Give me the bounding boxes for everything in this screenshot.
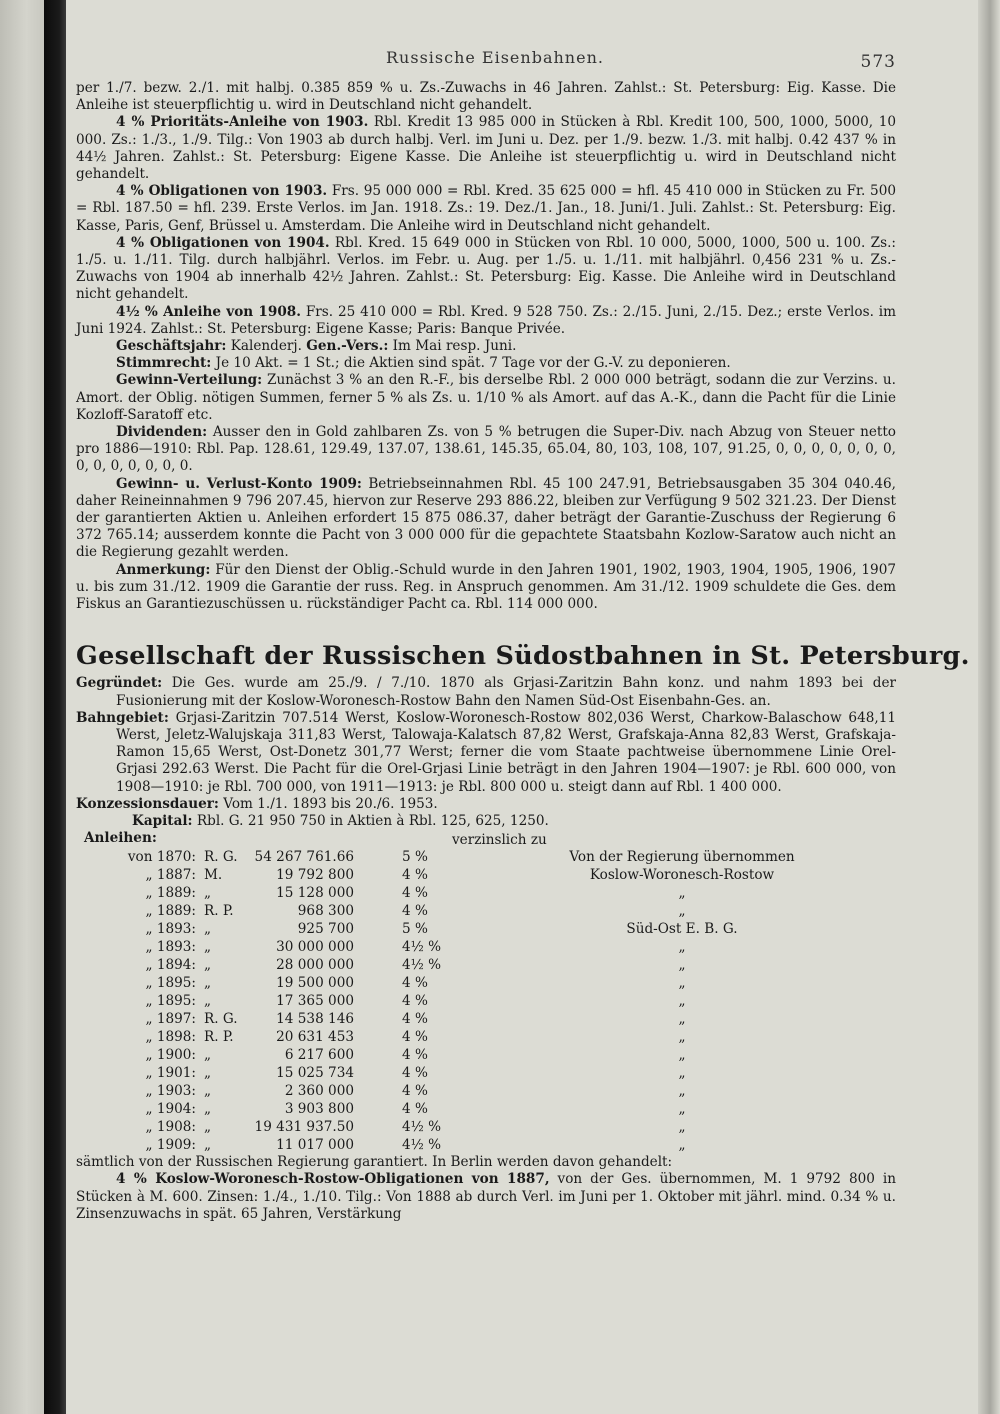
loan-note: „ (678, 993, 686, 1010)
loan-row (124, 1136, 812, 1154)
loan-currency: „ (204, 1101, 212, 1118)
loan-amount: 19 431 937.50 (254, 1119, 354, 1136)
block-gewinn-verlust (76, 476, 896, 562)
loan-amount: 11 017 000 (276, 1137, 354, 1154)
loan-currency: „ (204, 1047, 212, 1064)
loan-row (124, 974, 812, 992)
loan-currency: R. P. (204, 903, 234, 920)
loan-currency: „ (204, 939, 212, 956)
loan-amount: 54 267 761.66 (254, 849, 354, 866)
loan-row (124, 956, 812, 974)
kapital-paragraph (76, 813, 896, 830)
loan-rate: 4 % (402, 1101, 428, 1118)
loan-amount: 15 025 734 (276, 1065, 354, 1082)
loan-rate: 4 % (402, 1083, 428, 1100)
loan-year: „ 1903: (145, 1083, 196, 1100)
anleihen-header (76, 830, 896, 848)
block-dividenden (76, 424, 896, 476)
block-lead: Gewinn- u. Verlust-Konto 1909: (116, 475, 362, 492)
loan-row (124, 884, 812, 902)
loan-rate: 4 % (402, 903, 428, 920)
loan-note: „ (678, 1047, 686, 1064)
block-lead: Dividenden: (116, 424, 208, 441)
loan-rate: 4 % (402, 1065, 428, 1082)
page (76, 40, 970, 1223)
loan-year: „ 1895: (145, 993, 196, 1010)
loan-currency: R. P. (204, 1029, 234, 1046)
closing-paragraph (76, 1171, 896, 1223)
loan-amount: 15 128 000 (276, 885, 354, 902)
block-text: Für den Dienst der Oblig.-Schuld wurde in den Jahren 1901, 1902, 1903, 1904, 1905, 1906, 1907 u. bis zum 31./12. 1909 die Garantie der russ. Reg. in Anspruch genommen. Am 31./12. 1909 schuldete die Ges. dem Fiskus an Garantiezuschüssen u. rückständiger Pacht ca. Rbl. 114 000 000. (76, 561, 896, 613)
loan-rate: 4½ % (402, 957, 442, 974)
block-obligationen-1904 (76, 235, 896, 304)
paragraph-continuation: per 1./7. bezw. 2./1. mit halbj. 0.385 859 % u. Zs.-Zuwachs in 46 Jahren. Zahlst.: St. Petersburg: Eig. Kasse. Die Anleihe ist steuerpflichtig u. wird in Deutschland nicht gehandelt. (76, 80, 896, 114)
loan-rate: 5 % (402, 849, 428, 866)
block-gewinn-verteilung (76, 372, 896, 424)
loan-rate: 5 % (402, 921, 428, 938)
loan-row (124, 1010, 812, 1028)
loan-amount: 3 903 800 (284, 1101, 354, 1118)
loan-rate: 4 % (402, 1029, 428, 1046)
block-text: Zunächst 3 % an den R.-F., bis derselbe Rbl. 2 000 000 beträgt, sodann die zur Verzins. u. Amort. der Oblig. nötigen Summen, ferner 5 % als Zs. u. 1/10 % als Amort. auf das A.-K., dann die Pacht für die Linie Kozloff-Saratoff etc. (76, 372, 896, 423)
loan-amount: 17 365 000 (276, 993, 354, 1010)
block-text-2: Im Mai resp. Juni. (388, 338, 517, 355)
loan-rate: 4½ % (402, 939, 442, 956)
block-text: Rbl. Kred. 15 649 000 in Stücken von Rbl. 10 000, 5000, 1000, 500 u. 100. Zs.: 1./5. u. 1./11. Tilg. durch halbjährl. Verlos. im Febr. u. Aug. per 1./5. u. 1./11. mit halbjährl. 0,456 231 % u. Zs.-Zuwachs von 1904 ab innerhalb 42½ Jahren. Zahlst.: St. Petersburg: Eig. Kasse. Die Anleihe wird in Deutschland nicht gehandelt. (76, 234, 896, 303)
loan-year: „ 1893: (145, 921, 196, 938)
loan-rate: 4½ % (402, 1119, 442, 1136)
loan-amount: 968 300 (297, 903, 354, 920)
loan-year: „ 1898: (145, 1029, 196, 1046)
loan-note: „ (678, 903, 686, 920)
loan-rate: 4½ % (402, 1137, 442, 1154)
loan-amount: 28 000 000 (276, 957, 354, 974)
loan-note: „ (678, 1101, 686, 1118)
loan-currency: M. (204, 867, 223, 884)
block-prioritaets-1903 (76, 114, 896, 183)
loan-currency: „ (204, 885, 212, 902)
block-text: Je 10 Akt. = 1 St.; die Aktien sind spät. 7 Tage vor der G.-V. zu deponieren. (211, 355, 731, 372)
loan-note: „ (678, 1137, 686, 1154)
running-title: Russische Eisenbahnen. (386, 48, 604, 67)
block-text: Kalenderj. (226, 338, 307, 355)
loan-amount: 925 700 (297, 921, 354, 938)
loan-row (124, 1082, 812, 1100)
bahngebiet-label: Bahngebiet: (76, 709, 169, 726)
loan-note: Süd-Ost E. B. G. (626, 921, 738, 938)
book-gutter (44, 0, 66, 1414)
anleihen-rate-header: verzinslich zu (452, 832, 547, 849)
loan-note: „ (678, 975, 686, 992)
block-lead-2: Gen.-Vers.: (306, 338, 389, 355)
page-number: 573 (860, 52, 896, 72)
block-anmerkung (76, 562, 896, 614)
loan-year: „ 1895: (145, 975, 196, 992)
block-lead: Geschäftsjahr: (116, 338, 227, 355)
konzession-label: Konzessionsdauer: (76, 795, 219, 812)
block-stimmrecht (76, 355, 896, 372)
loans-table (124, 848, 812, 1154)
loan-note: „ (678, 1029, 686, 1046)
bahngebiet-text: Grjasi-Zaritzin 707.514 Werst, Koslow-Woronesch-Rostow 802,036 Werst, Charkow-Balaschow 648,11 Werst, Jeletz-Walujskaja 311,83 Werst, Talowaja-Kalatsch 87,82 Werst, Grafskaja-Anna 82,83 Werst, Grafskaja-Ramon 15,65 Werst, Ost-Donetz 301,77 Werst; ferner die vom Staate pachtweise übernommene Linie Orel-Grjasi 292.63 Werst. Die Pacht für die Orel-Grjasi Linie beträgt in den Jahren 1904—1907: je Rbl. 600 000, von 1908—1910: je Rbl. 700 000, von 1911—1913: je Rbl. 800 000 u. steigt dann auf Rbl. 1 400 000. (116, 709, 896, 795)
loan-rate: 4 % (402, 975, 428, 992)
loan-rate: 4 % (402, 1011, 428, 1028)
block-text: Frs. 95 000 000 = Rbl. Kred. 35 625 000 = hfl. 45 410 000 in Stücken zu Fr. 500 = Rbl. 187.50 = hfl. 239. Erste Verlos. im Jan. 1918. Zs.: 19. Dez./1. Jan., 18. Juni/1. Juli. Zahlst.: St. Petersburg: Eig. Kasse, Paris, Genf, Brüssel u. Amsterdam. Die Anleihe wird in Deutschland nicht gehandelt. (76, 183, 896, 234)
block-lead: 4 % Prioritäts-Anleihe von 1903. (116, 114, 369, 131)
loan-amount: 2 360 000 (284, 1083, 354, 1100)
block-lead: Stimmrecht: (116, 355, 212, 372)
anleihen-label: Anleihen: (84, 830, 157, 847)
loan-amount: 20 631 453 (276, 1029, 354, 1046)
block-geschaeftsjahr (76, 338, 896, 355)
loan-year: „ 1897: (145, 1011, 196, 1028)
loan-year: „ 1889: (145, 903, 196, 920)
closing-lead: 4 % Koslow-Woronesch-Rostow-Obligationen von 1887, (116, 1171, 550, 1188)
loan-currency: „ (204, 957, 212, 974)
loan-rate: 4 % (402, 993, 428, 1010)
closing-summary: sämtlich von der Russischen Regierung garantiert. In Berlin werden davon gehandelt: (76, 1154, 673, 1171)
loan-currency: „ (204, 993, 212, 1010)
loan-rate: 4 % (402, 1047, 428, 1064)
block-obligationen-1903 (76, 183, 896, 235)
gegruendet-paragraph (76, 675, 896, 709)
kapital-text: Rbl. G. 21 950 750 in Aktien à Rbl. 125, 625, 1250. (192, 812, 549, 829)
loan-row (124, 1028, 812, 1046)
loan-year: von 1870: (127, 849, 196, 866)
loan-note: „ (678, 1119, 686, 1136)
loan-amount: 19 792 800 (276, 867, 354, 884)
block-text: Ausser den in Gold zahlbaren Zs. von 5 % betrugen die Super-Div. nach Abzug von Steuer netto pro 1886—1910: Rbl. Pap. 128.61, 129.49, 137.07, 138.61, 145.35, 65.04, 80, 103, 108, 107, 91.25, 0, 0, 0, 0, 0, 0, 0, 0, 0, 0, 0, 0, 0, 0. (76, 424, 896, 475)
loan-note: „ (678, 1065, 686, 1082)
closing-text: von der Ges. übernommen, M. 1 9792 800 in Stücken à M. 600. Zinsen: 1./4., 1./10. Tilg.: Von 1888 ab durch Verl. im Juni per 1. Oktober mit jährl. mind. 0.34 % u. Zinsenzuwachs in spät. 65 Jahren, Verstärkung (76, 1171, 896, 1222)
konzession-paragraph (76, 796, 896, 813)
page-edge (978, 0, 1000, 1414)
loan-note: „ (678, 1011, 686, 1028)
loan-amount: 14 538 146 (276, 1011, 354, 1028)
loan-year: „ 1904: (145, 1101, 196, 1118)
running-header (76, 40, 896, 80)
block-anleihe-1908 (76, 304, 896, 338)
loan-currency: „ (204, 975, 212, 992)
block-lead: Gewinn-Verteilung: (116, 372, 263, 389)
adjacent-page-strip (0, 0, 44, 1414)
loan-note: Koslow-Woronesch-Rostow (589, 867, 775, 884)
loan-currency: R. G. (204, 849, 238, 866)
loan-row (124, 866, 812, 884)
loan-row (124, 1046, 812, 1064)
loan-year: „ 1901: (145, 1065, 196, 1082)
loan-currency: „ (204, 1065, 212, 1082)
gegruendet-text: Die Ges. wurde am 25./9. / 7./10. 1870 als Grjasi-Zaritzin Bahn konz. und nahm 1893 bei der Fusionierung mit der Koslow-Woronesch-Rostow Bahn den Namen Süd-Ost Eisenbahn-Ges. an. (116, 675, 896, 709)
loan-note: „ (678, 1083, 686, 1100)
loan-row (124, 848, 812, 866)
loan-currency: „ (204, 1137, 212, 1154)
loan-year: „ 1909: (145, 1137, 196, 1154)
loan-amount: 30 000 000 (276, 939, 354, 956)
loan-row (124, 920, 812, 938)
loan-amount: 19 500 000 (276, 975, 354, 992)
block-lead: Anmerkung: (116, 561, 211, 578)
loan-row (124, 992, 812, 1010)
loan-currency: „ (204, 1119, 212, 1136)
block-lead: 4 % Obligationen von 1904. (116, 234, 330, 251)
loan-row (124, 1118, 812, 1136)
loan-year: „ 1887: (145, 867, 196, 884)
loan-year: „ 1893: (145, 939, 196, 956)
loan-row (124, 1100, 812, 1118)
loan-note: „ (678, 939, 686, 956)
loan-note: „ (678, 957, 686, 974)
loan-year: „ 1900: (145, 1047, 196, 1064)
block-text: Frs. 25 410 000 = Rbl. Kred. 9 528 750. Zs.: 2./15. Juni, 2./15. Dez.; erste Verlos. im Juni 1924. Zahlst.: St. Petersburg: Eigene Kasse; Paris: Banque Privée. (76, 303, 896, 337)
loan-currency: R. G. (204, 1011, 238, 1028)
block-text: Rbl. Kredit 13 985 000 in Stücken à Rbl. Kredit 100, 500, 1000, 5000, 10 000. Zs.: 1./3., 1./9. Tilg.: Von 1903 ab durch halbj. Verl. im Juni u. Dez. per 1./9. bezw. 1./3. mit halbj. 0.42 437 % in 44½ Jahren. Zahlst.: St. Petersburg: Eigene Kasse. Die Anleihe ist steuerpflichtig u. wird in Deutschland nicht gehandelt. (76, 114, 896, 183)
loan-row (124, 902, 812, 920)
loan-note: Von der Regierung übernommen (569, 849, 795, 866)
block-text: Betriebseinnahmen Rbl. 45 100 247.91, Betriebsausgaben 35 304 040.46, daher Reineinnahmen 9 796 207.45, hiervon zur Reserve 293 886.22, bleiben zur Verfügung 9 502 321.23. Der Dienst der garantierten Aktien u. Anleihen erfordert 15 875 086.37, daher beträgt der Garantie-Zuschuss der Regierung 6 372 765.14; ausserdem konnte die Pacht von 3 000 000 für die gepachtete Staatsbahn Kozlow-Saratow auch nicht an die Regierung gezahlt werden. (76, 475, 896, 561)
loan-rate: 4 % (402, 867, 428, 884)
loan-currency: „ (204, 1083, 212, 1100)
loan-row (124, 938, 812, 956)
loan-rate: 4 % (402, 885, 428, 902)
konzession-text: Vom 1./1. 1893 bis 20./6. 1953. (218, 795, 438, 812)
loan-amount: 6 217 600 (284, 1047, 354, 1064)
block-lead: 4 % Obligationen von 1903. (116, 183, 328, 200)
kapital-label: Kapital: (132, 812, 193, 829)
loan-currency: „ (204, 921, 212, 938)
loan-year: „ 1889: (145, 885, 196, 902)
loan-year: „ 1894: (145, 957, 196, 974)
gegruendet-label: Gegründet: (76, 675, 163, 692)
section-title: Gesellschaft der Russischen Südostbahnen in St. Petersburg. (76, 641, 970, 672)
loan-year: „ 1908: (145, 1119, 196, 1136)
block-lead: 4½ % Anleihe von 1908. (116, 303, 301, 320)
loan-note: „ (678, 885, 686, 902)
loan-row (124, 1064, 812, 1082)
bahngebiet-paragraph (76, 710, 896, 796)
